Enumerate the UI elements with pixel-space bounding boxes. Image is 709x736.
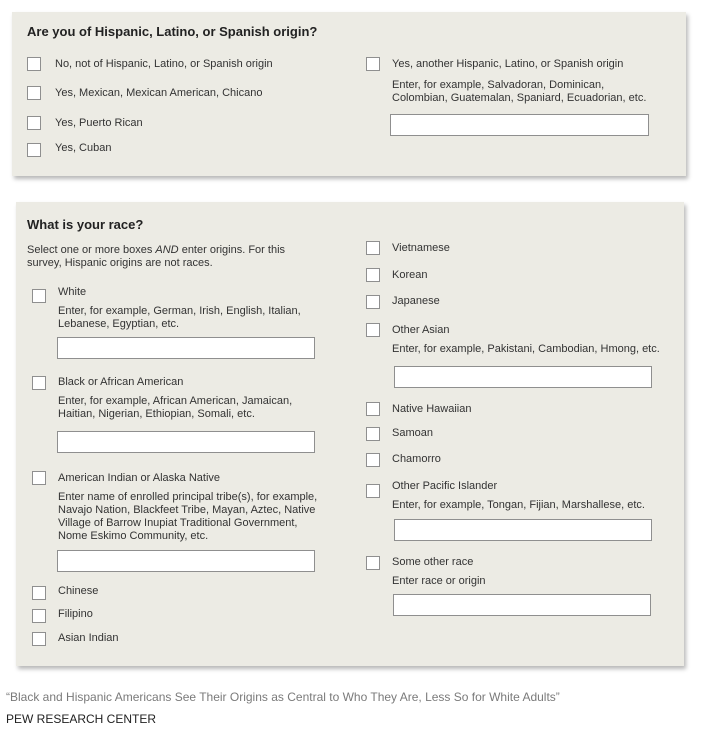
label-korean: Korean (392, 269, 428, 281)
checkbox-not-hispanic[interactable] (27, 57, 41, 71)
checkbox-other-asian[interactable] (366, 323, 380, 337)
label-asian-indian: Asian Indian (58, 632, 119, 644)
checkbox-chamorro[interactable] (366, 453, 380, 467)
note-some-other-race: Enter race or origin (392, 575, 486, 587)
checkbox-american-indian[interactable] (32, 471, 46, 485)
label-chinese: Chinese (58, 585, 99, 597)
white-origin-input[interactable] (57, 337, 315, 359)
label-vietnamese: Vietnamese (392, 242, 450, 254)
label-chamorro: Chamorro (392, 453, 441, 465)
label-puerto-rican: Yes, Puerto Rican (55, 117, 143, 129)
checkbox-white[interactable] (32, 289, 46, 303)
other-pacific-input[interactable] (394, 519, 652, 541)
label-american-indian: American Indian or Alaska Native (58, 472, 221, 484)
note-other-pacific: Enter, for example, Tongan, Fijian, Marshallese, etc. (392, 499, 645, 511)
checkbox-vietnamese[interactable] (366, 241, 380, 255)
black-origin-input[interactable] (57, 431, 315, 453)
checkbox-korean[interactable] (366, 268, 380, 282)
checkbox-asian-indian[interactable] (32, 632, 46, 646)
note-white: Enter, for example, German, Irish, English, Italian, Lebanese, Egyptian, etc. (58, 305, 301, 330)
label-native-hawaiian: Native Hawaiian (392, 403, 472, 415)
other-hispanic-input[interactable] (390, 114, 649, 136)
checkbox-other-pacific[interactable] (366, 484, 380, 498)
hispanic-question: Are you of Hispanic, Latino, or Spanish origin? (27, 24, 318, 39)
checkbox-black[interactable] (32, 376, 46, 390)
label-filipino: Filipino (58, 608, 93, 620)
label-other-asian: Other Asian (392, 324, 450, 336)
checkbox-mexican[interactable] (27, 86, 41, 100)
label-samoan: Samoan (392, 427, 433, 439)
tribe-input[interactable] (57, 550, 315, 572)
label-white: White (58, 286, 87, 298)
label-other-hispanic: Yes, another Hispanic, Latino, or Spanish origin (392, 58, 624, 70)
checkbox-japanese[interactable] (366, 295, 380, 309)
note-black: Enter, for example, African American, Jamaican, Haitian, Nigerian, Ethiopian, Somali, etc. (58, 395, 293, 420)
checkbox-cuban[interactable] (27, 143, 41, 157)
checkbox-samoan[interactable] (366, 427, 380, 441)
checkbox-other-hispanic[interactable] (366, 57, 380, 71)
checkbox-puerto-rican[interactable] (27, 116, 41, 130)
some-other-race-input[interactable] (393, 594, 651, 616)
note-other-asian: Enter, for example, Pakistani, Cambodian, Hmong, etc. (392, 343, 660, 355)
report-caption: “Black and Hispanic Americans See Their Origins as Central to Who They Are, Less So for White Adults” (6, 690, 560, 704)
label-some-other-race: Some other race (392, 556, 474, 568)
other-asian-input[interactable] (394, 366, 652, 388)
label-mexican: Yes, Mexican, Mexican American, Chicano (55, 87, 263, 99)
note-american-indian: Enter name of enrolled principal tribe(s), for example, Navajo Nation, Blackfeet Tribe, Mayan, Aztec, Native Village of Barrow Inupiat Traditional Government, Nome Eskimo Community, etc. (58, 491, 318, 542)
checkbox-native-hawaiian[interactable] (366, 402, 380, 416)
checkbox-filipino[interactable] (32, 609, 46, 623)
checkbox-chinese[interactable] (32, 586, 46, 600)
label-japanese: Japanese (392, 295, 440, 307)
label-not-hispanic: No, not of Hispanic, Latino, or Spanish origin (55, 58, 273, 70)
note-other-hispanic: Enter, for example, Salvadoran, Dominican, Colombian, Guatemalan, Spaniard, Ecuadorian, etc. (392, 79, 647, 104)
label-black: Black or African American (58, 376, 184, 388)
source-credit: PEW RESEARCH CENTER (6, 712, 157, 726)
race-instructions: Select one or more boxes AND enter origins. For this survey, Hispanic origins are not races. (27, 244, 286, 269)
label-cuban: Yes, Cuban (55, 142, 112, 154)
label-other-pacific: Other Pacific Islander (392, 480, 498, 492)
checkbox-some-other-race[interactable] (366, 556, 380, 570)
race-question: What is your race? (27, 217, 144, 232)
